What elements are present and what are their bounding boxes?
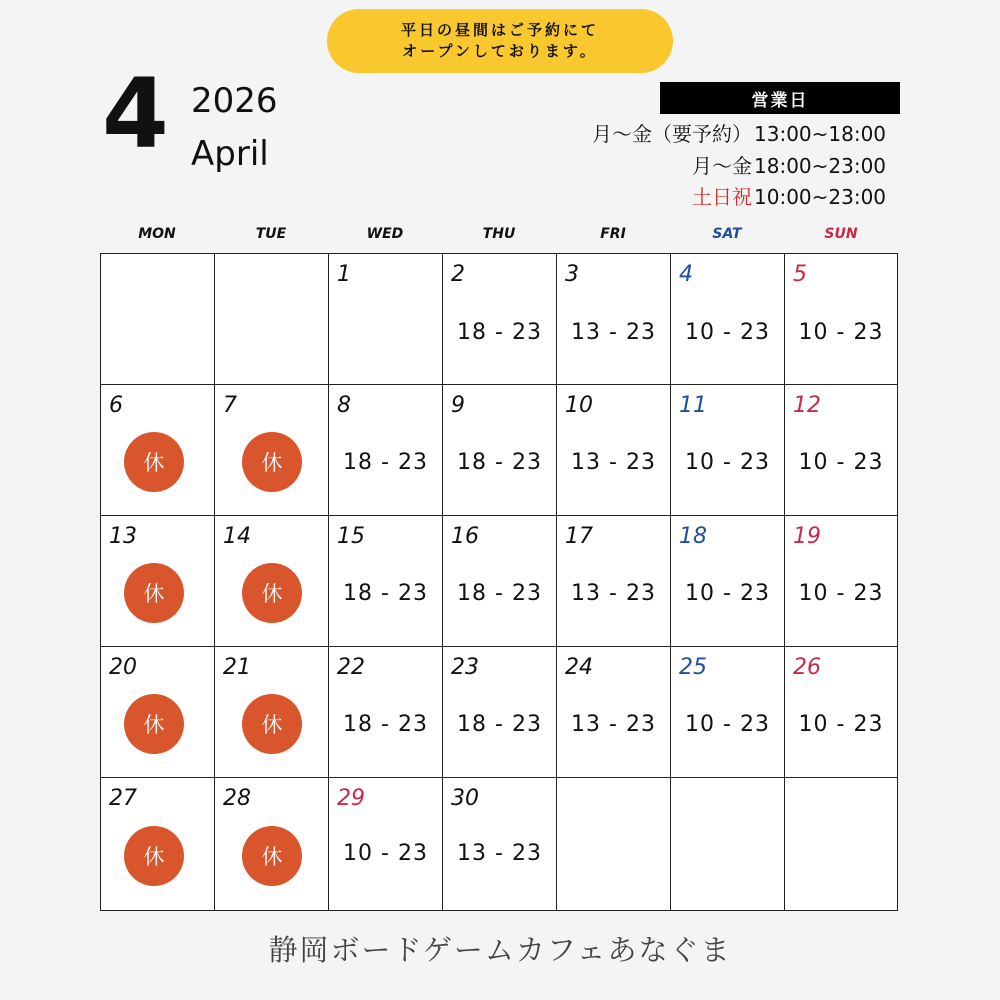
day-number: 15	[337, 524, 365, 549]
hours-label: 月〜金（要予約）	[592, 122, 752, 146]
day-number: 8	[337, 393, 351, 418]
opening-hours: 10 - 23	[685, 320, 770, 345]
hours-label: 月〜金	[692, 154, 752, 178]
opening-hours: 10 - 23	[798, 712, 884, 737]
calendar-grid	[100, 253, 898, 911]
day-cell-7	[215, 385, 329, 516]
day-cell-21	[215, 647, 329, 778]
day-number: 27	[109, 786, 137, 811]
day-cell-8	[329, 385, 443, 516]
day-number: 6	[109, 393, 123, 418]
closed-badge: 休	[242, 432, 302, 492]
hours-row-weekend-holiday	[520, 182, 892, 212]
day-cell-2	[443, 254, 557, 385]
hours-time: 10:00~23:00	[754, 185, 887, 209]
day-cell-19	[785, 516, 897, 647]
weekday-thu: THU	[482, 226, 516, 242]
opening-hours: 13 - 23	[457, 841, 542, 866]
day-cell-11	[671, 385, 785, 516]
hours-time: 13:00~18:00	[754, 122, 887, 146]
opening-hours: 13 - 23	[571, 581, 656, 606]
day-cell-26	[785, 647, 897, 778]
closed-badge: 休	[124, 432, 184, 492]
opening-hours: 18 - 23	[457, 712, 542, 737]
shop-name: 静岡ボードゲームカフェあなぐま	[268, 933, 732, 967]
opening-hours: 10 - 23	[343, 841, 428, 866]
banner-line-2: オープンしております。	[402, 42, 598, 60]
weekday-fri: FRI	[600, 226, 626, 242]
month-name: April	[191, 134, 269, 174]
opening-hours: 10 - 23	[798, 450, 884, 475]
day-cell-1	[329, 254, 443, 385]
day-number: 2	[451, 262, 465, 287]
banner-line-1: 平日の昼間はご予約にて	[400, 21, 599, 39]
day-cell-10	[557, 385, 671, 516]
day-number: 1	[337, 262, 351, 287]
day-number: 29	[337, 786, 365, 811]
day-cell-25	[671, 647, 785, 778]
day-number: 5	[793, 262, 807, 287]
opening-hours: 18 - 23	[343, 581, 428, 606]
day-number: 17	[565, 524, 593, 549]
weekday-sat: SAT	[712, 226, 742, 242]
hours-label: 土日祝	[692, 185, 752, 209]
day-number: 19	[793, 524, 821, 549]
day-number: 28	[223, 786, 251, 811]
day-cell-28	[215, 778, 329, 910]
opening-hours: 18 - 23	[457, 450, 542, 475]
opening-hours: 18 - 23	[343, 712, 428, 737]
business-hours-title: 営業日	[660, 82, 900, 114]
day-cell-3	[557, 254, 671, 385]
day-cell-9	[443, 385, 557, 516]
day-cell-22	[329, 647, 443, 778]
weekday-sun: SUN	[824, 226, 858, 242]
empty-day-cell	[557, 778, 671, 910]
day-number: 22	[337, 655, 365, 680]
opening-hours: 13 - 23	[571, 712, 656, 737]
day-cell-17	[557, 516, 671, 647]
opening-hours: 10 - 23	[685, 712, 770, 737]
weekday-wed: WED	[366, 226, 404, 242]
day-cell-20	[101, 647, 215, 778]
day-cell-14	[215, 516, 329, 647]
opening-hours: 18 - 23	[343, 450, 428, 475]
hours-row-weekday-reserved	[520, 119, 892, 149]
day-number: 3	[565, 262, 579, 287]
opening-hours: 18 - 23	[457, 320, 542, 345]
day-number: 30	[451, 786, 479, 811]
opening-hours: 18 - 23	[457, 581, 542, 606]
empty-day-cell	[215, 254, 329, 385]
closed-badge: 休	[124, 826, 184, 886]
day-cell-5	[785, 254, 897, 385]
day-number: 12	[793, 393, 821, 418]
day-cell-30	[443, 778, 557, 910]
reservation-banner	[327, 9, 673, 73]
weekday-mon: MON	[138, 226, 176, 242]
hours-row-weekday-evening	[520, 151, 892, 181]
day-number: 9	[451, 393, 465, 418]
opening-hours: 10 - 23	[798, 320, 884, 345]
day-cell-18	[671, 516, 785, 647]
day-number: 25	[679, 655, 707, 680]
day-cell-27	[101, 778, 215, 910]
day-number: 10	[565, 393, 593, 418]
day-cell-24	[557, 647, 671, 778]
day-number: 18	[679, 524, 707, 549]
day-cell-12	[785, 385, 897, 516]
day-number: 14	[223, 524, 251, 549]
day-number: 7	[223, 393, 237, 418]
year-label: 2026	[191, 81, 278, 121]
day-cell-23	[443, 647, 557, 778]
day-number: 4	[679, 262, 693, 287]
day-number: 26	[793, 655, 821, 680]
closed-badge: 休	[242, 563, 302, 623]
day-number: 16	[451, 524, 479, 549]
closed-badge: 休	[124, 563, 184, 623]
day-number: 20	[109, 655, 137, 680]
closed-badge: 休	[242, 826, 302, 886]
opening-hours: 10 - 23	[685, 450, 770, 475]
month-number: 4	[102, 58, 169, 170]
day-cell-13	[101, 516, 215, 647]
empty-day-cell	[671, 778, 785, 910]
day-number: 11	[679, 393, 707, 418]
day-number: 23	[451, 655, 479, 680]
day-cell-4	[671, 254, 785, 385]
closed-badge: 休	[242, 694, 302, 754]
day-number: 13	[109, 524, 137, 549]
opening-hours: 13 - 23	[571, 320, 656, 345]
day-cell-16	[443, 516, 557, 647]
day-number: 21	[223, 655, 251, 680]
opening-hours: 13 - 23	[571, 450, 656, 475]
day-number: 24	[565, 655, 593, 680]
opening-hours: 10 - 23	[685, 581, 770, 606]
day-cell-6	[101, 385, 215, 516]
opening-hours: 10 - 23	[798, 581, 884, 606]
weekday-tue: TUE	[255, 226, 287, 242]
day-cell-15	[329, 516, 443, 647]
hours-time: 18:00~23:00	[754, 154, 887, 178]
day-cell-29	[329, 778, 443, 910]
empty-day-cell	[785, 778, 897, 910]
empty-day-cell	[101, 254, 215, 385]
closed-badge: 休	[124, 694, 184, 754]
